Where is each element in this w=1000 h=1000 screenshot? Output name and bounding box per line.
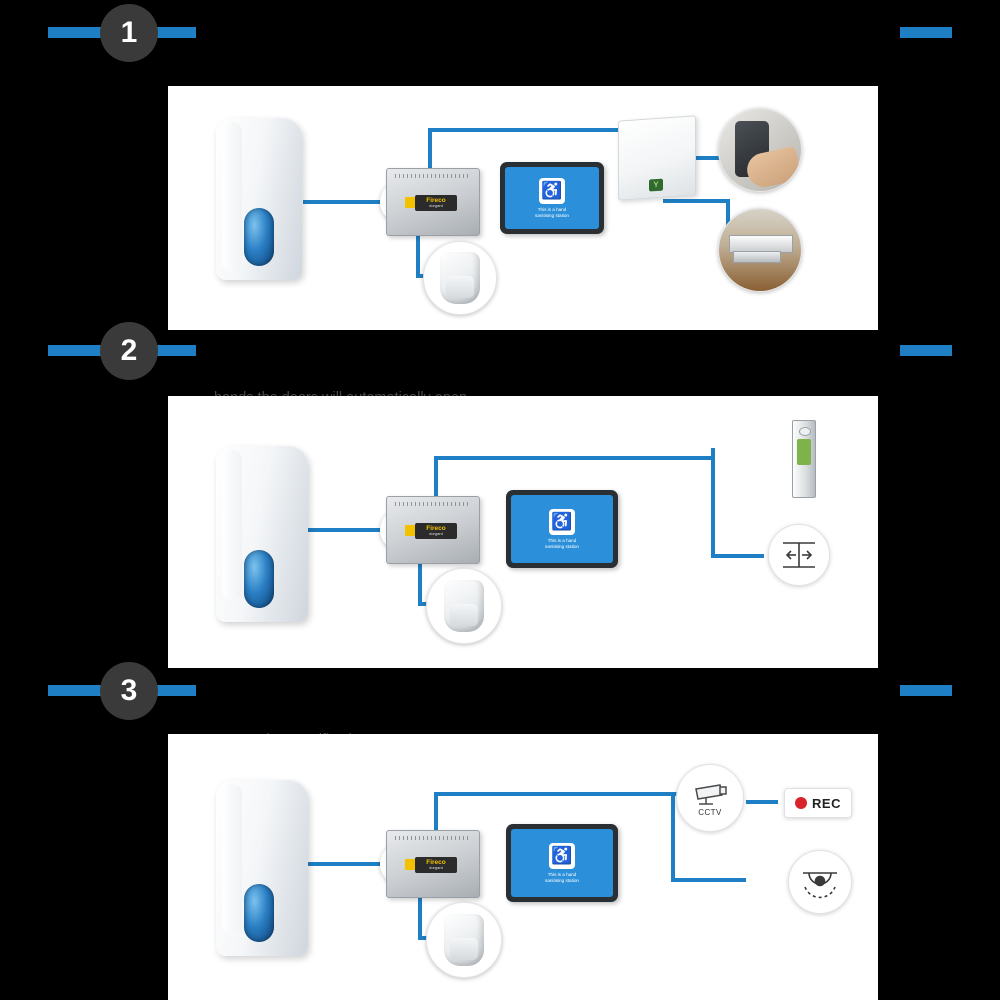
- recording-status-badge: [784, 788, 852, 818]
- pir-detector-photo: [423, 241, 497, 315]
- electric-door-strike: [792, 420, 816, 498]
- accent-rule-right-3: [900, 685, 952, 696]
- pir-detector-photo: [426, 902, 502, 978]
- step-marker-row-1: [0, 0, 1000, 64]
- tablet-message: [535, 207, 569, 218]
- step-3-diagram: [168, 734, 878, 1000]
- fireco-controller: [386, 830, 480, 898]
- cctv-label: CCTV: [698, 808, 722, 817]
- dispenser-sensor-lens: [244, 208, 274, 266]
- brand-sub: dorgard: [429, 531, 443, 537]
- signage-tablet: [506, 490, 618, 568]
- step-3-panel: [168, 734, 878, 1000]
- magnetic-lock-photo: [718, 208, 802, 292]
- hand-sanitiser-dispenser: [216, 780, 308, 956]
- sanitiser-glyph: ♿: [551, 846, 573, 866]
- pir-detector-icon: [440, 252, 480, 304]
- step-marker-row-2: [0, 318, 1000, 382]
- accent-rule-right-1: [900, 27, 952, 38]
- sanitiser-glyph: ♿: [541, 181, 563, 201]
- controller-label-plate: [415, 523, 457, 539]
- step-2-panel: [168, 396, 878, 668]
- tablet-screen: [511, 495, 613, 563]
- hand-sanitiser-dispenser: [216, 446, 308, 622]
- access-reader-photo: [718, 108, 802, 192]
- cctv-glyph: [690, 779, 730, 807]
- hand-sanitiser-dispenser: [216, 118, 302, 280]
- controller-label-plate: [415, 195, 457, 211]
- pir-detector-icon: [444, 580, 484, 632]
- sanitiser-icon: [549, 509, 575, 535]
- controller-vents-icon: [395, 836, 471, 840]
- accent-rule-right-2: [900, 345, 952, 356]
- tablet-message-line2: sanitising station: [535, 212, 569, 218]
- sanitiser-icon: [539, 178, 565, 204]
- step-number-3: 3: [100, 662, 158, 720]
- brand-name: Fireco: [426, 858, 446, 866]
- dome-camera-glyph: [789, 851, 851, 913]
- automatic-door-glyph: [769, 525, 829, 585]
- tablet-message-line2: sanitising station: [545, 877, 579, 883]
- brand-name: Fireco: [426, 196, 446, 204]
- tablet-message: [545, 538, 579, 549]
- signage-tablet: [506, 824, 618, 902]
- brand-name: Fireco: [426, 524, 446, 532]
- tablet-message-line1: This is a hand: [547, 871, 577, 877]
- controller-vents-icon: [395, 502, 471, 506]
- brand-sub: dorgard: [429, 865, 443, 871]
- controller-vents-icon: [395, 174, 471, 178]
- dome-camera-icon: [788, 850, 852, 914]
- pir-detector-photo: [426, 568, 502, 644]
- automatic-door-icon: [768, 524, 830, 586]
- fireco-controller: [386, 496, 480, 564]
- tablet-screen: [511, 829, 613, 897]
- tablet-message: [545, 872, 579, 883]
- step-marker-row-3: [0, 658, 1000, 722]
- maglock-armature-icon: [733, 251, 781, 263]
- access-control-unit: [618, 115, 696, 200]
- step-1-diagram: [168, 86, 878, 330]
- record-dot-icon: [795, 797, 807, 809]
- fireco-controller: [386, 168, 480, 236]
- controller-label-plate: [415, 857, 457, 873]
- dispenser-sensor-lens: [244, 550, 274, 608]
- step-number-1: 1: [100, 4, 158, 62]
- brand-sub: dorgard: [429, 203, 443, 209]
- tablet-message-line1: This is a hand: [537, 206, 567, 212]
- pir-detector-icon: [444, 914, 484, 966]
- step-number-2: 2: [100, 322, 158, 380]
- step-2-diagram: [168, 396, 878, 668]
- dispenser-sensor-lens: [244, 884, 274, 942]
- step-1-panel: [168, 86, 878, 330]
- tablet-screen: [505, 167, 599, 229]
- rec-label: REC: [812, 795, 841, 811]
- signage-tablet: [500, 162, 604, 234]
- cctv-camera-icon: [676, 764, 744, 832]
- tablet-message-line1: This is a hand: [547, 537, 577, 543]
- sanitiser-icon: [549, 843, 575, 869]
- sanitiser-glyph: ♿: [551, 512, 573, 532]
- acu-badge-icon: Y: [649, 179, 663, 192]
- tablet-message-line2: sanitising station: [545, 543, 579, 549]
